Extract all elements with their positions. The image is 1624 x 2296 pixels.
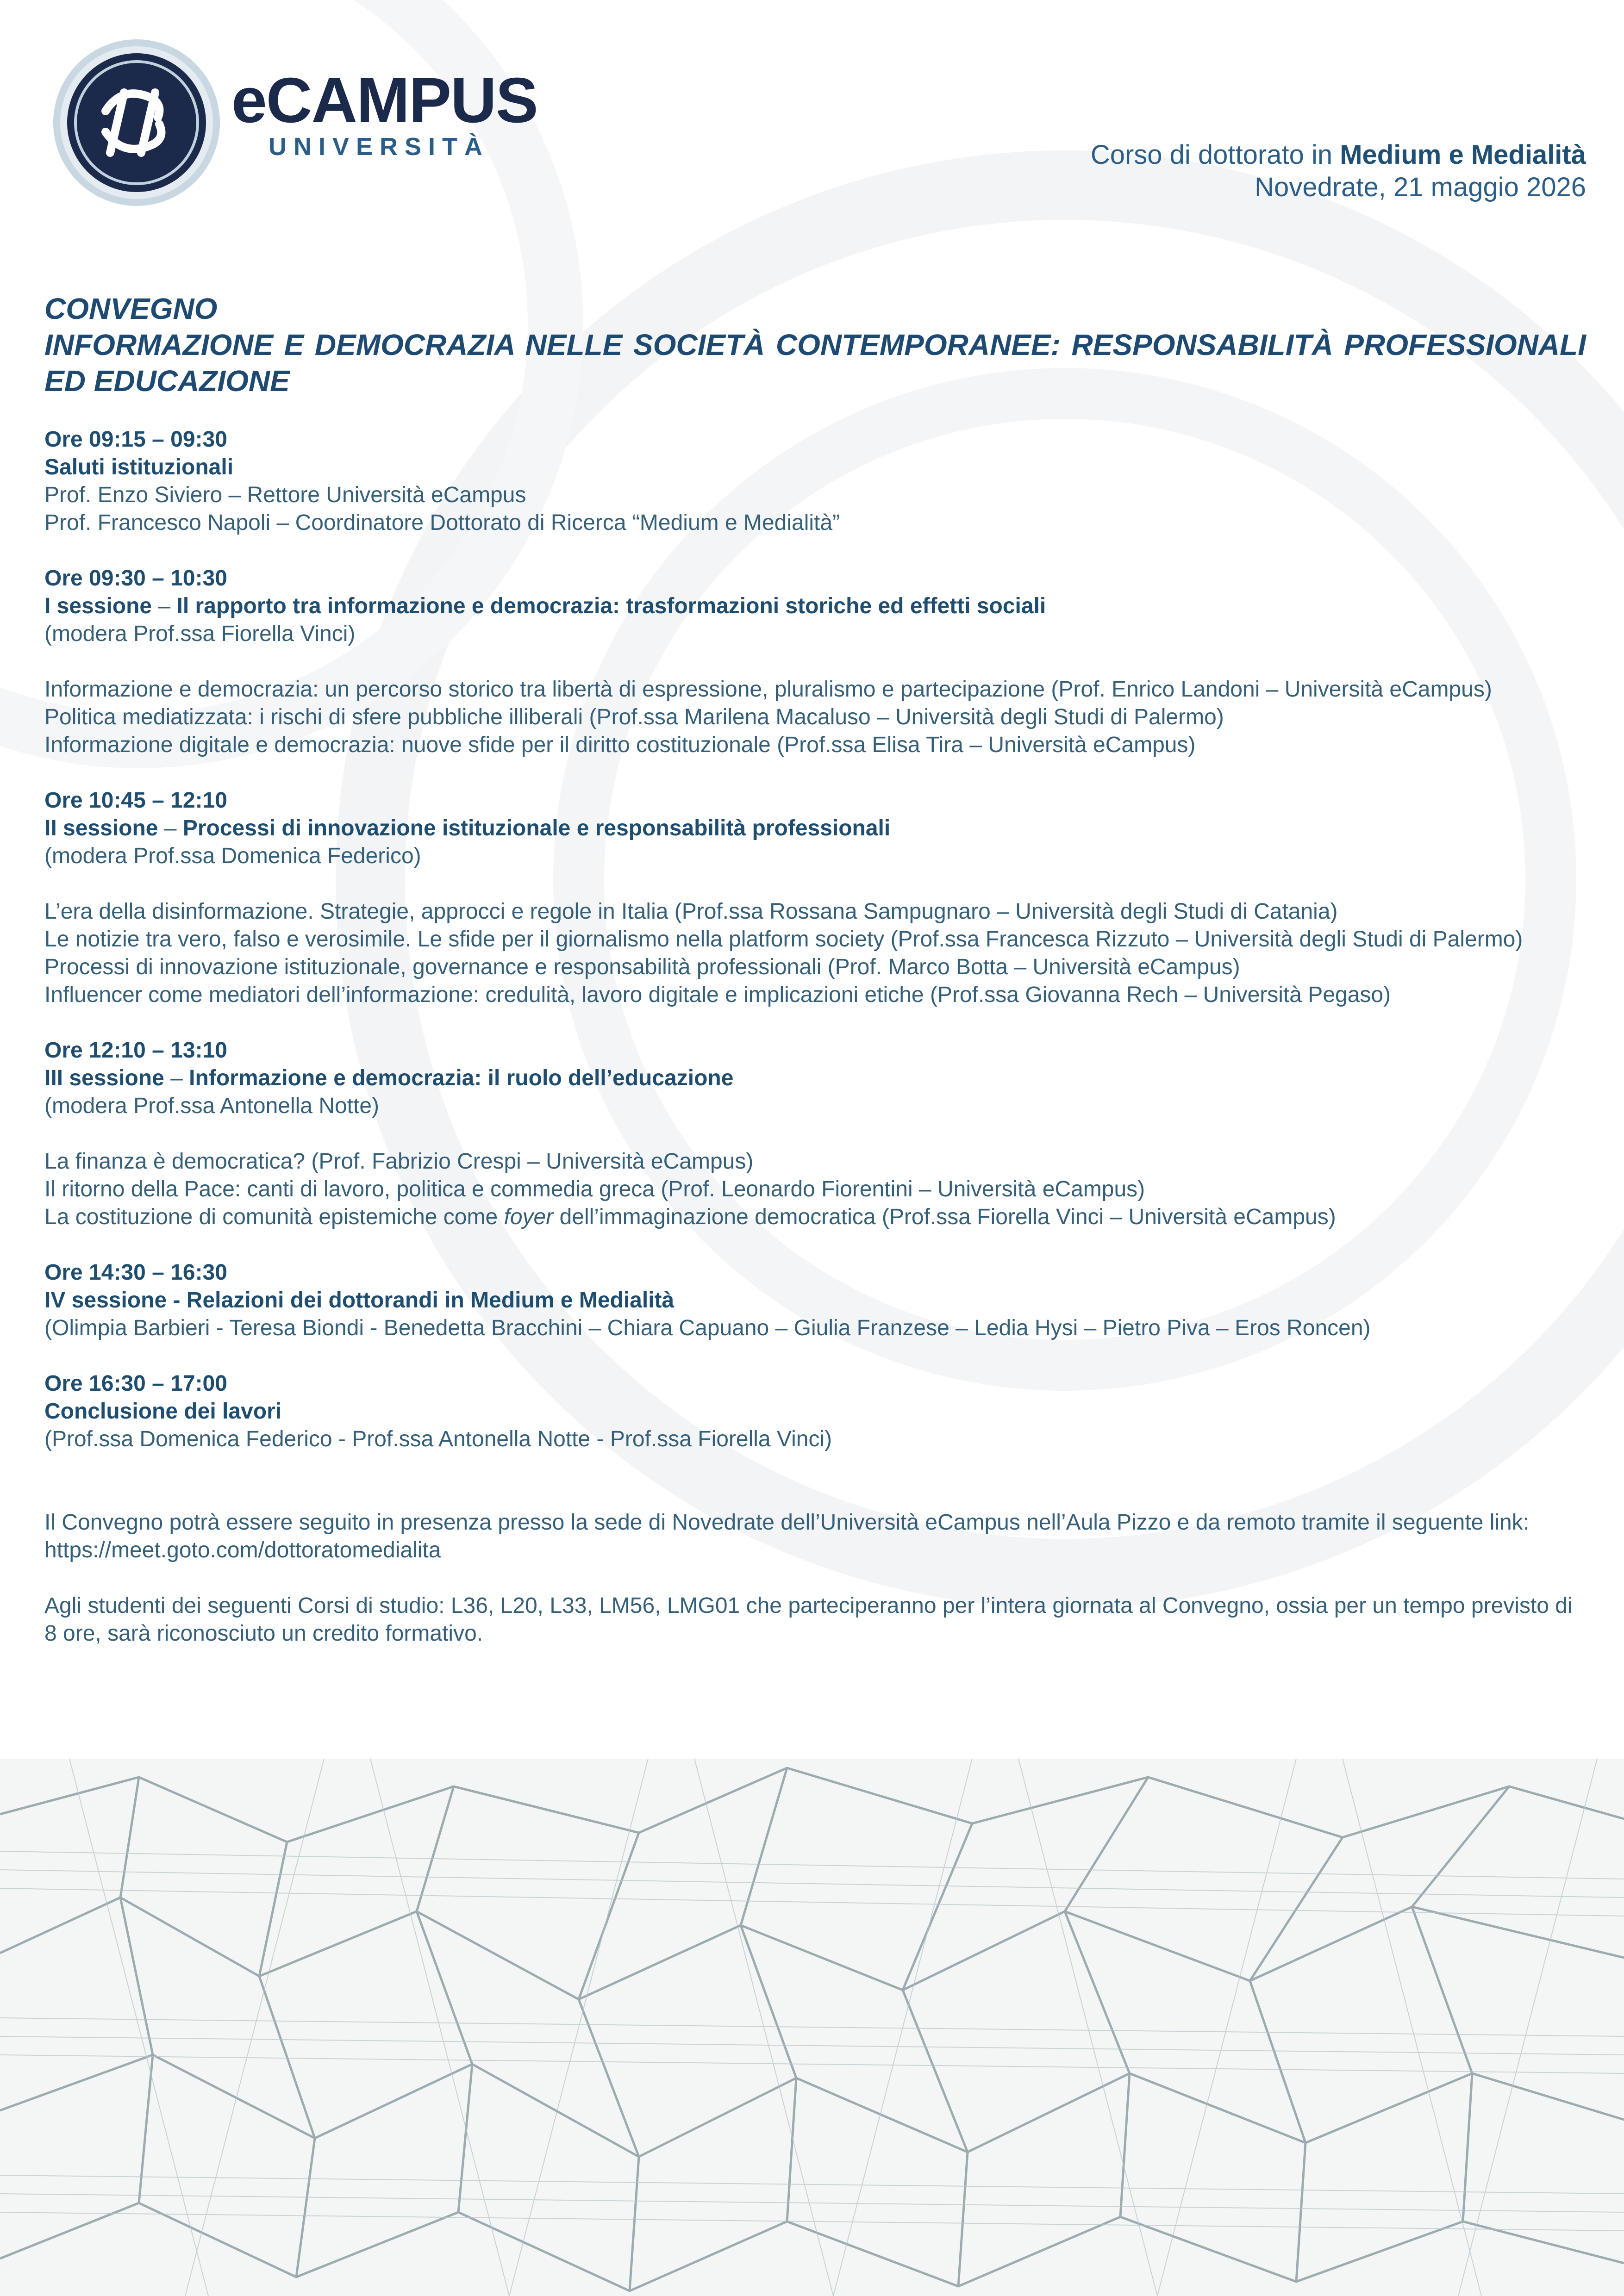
- talk-line: Le notizie tra vero, falso e verosimile. Le sfide per il giornalismo nella platform society (Prof.ssa Francesca Rizzuto – Università degli Studi di Palermo): [44, 927, 1523, 952]
- program-block-closing: [44, 1370, 1586, 1453]
- block-title: Conclusione dei lavori: [44, 1399, 282, 1424]
- session-title: Il rapporto tra informazione e democrazia: trasformazioni storiche ed effetti sociali: [176, 594, 1046, 618]
- footer-pattern: [0, 1759, 1624, 2296]
- course-prefix: Corso di dottorato in: [1090, 140, 1340, 170]
- participants: (Olimpia Barbieri - Teresa Biondi - Benedetta Bracchini – Chiara Capuano – Giulia Franzese – Ledia Hysi – Pietro Piva – Eros Roncen): [44, 1316, 1371, 1340]
- talk-line: Informazione e democrazia: un percorso storico tra libertà di espressione, pluralismo e partecipazione (Prof. Enrico Landoni – Università eCampus): [44, 677, 1492, 702]
- place-date: Novedrate, 21 maggio 2026: [1255, 172, 1586, 202]
- talk-italic: foyer: [504, 1205, 554, 1229]
- talk-text: La costituzione di comunità epistemiche come: [44, 1205, 504, 1229]
- program-content: [44, 291, 1586, 1675]
- credits-note: Agli studenti dei seguenti Corsi di studio: L36, L20, L33, LM56, LMG01 che parteciperanno per l’intera giornata al Convegno, ossia per un tempo previsto di 8 ore, sarà riconosciuto un credito formativo.: [44, 1593, 1573, 1646]
- session-moderator: (modera Prof.ssa Domenica Federico): [44, 844, 421, 868]
- session-title: Processi di innovazione istituzionale e responsabilità professionali: [182, 816, 891, 840]
- speaker-line: Prof. Francesco Napoli – Coordinatore Dottorato di Ricerca “Medium e Medialità”: [44, 510, 840, 535]
- block-time: Ore 09:30 – 10:30: [44, 566, 227, 591]
- session-label: I sessione: [44, 594, 152, 618]
- block-time: Ore 12:10 – 13:10: [44, 1038, 227, 1063]
- logo-subtitle: UNIVERSITÀ: [269, 133, 490, 161]
- talk-line: La finanza è democratica? (Prof. Fabrizio Crespi – Università eCampus): [44, 1149, 754, 1174]
- course-name: Medium e Medialità: [1340, 140, 1586, 170]
- block-time: Ore 14:30 – 16:30: [44, 1260, 227, 1285]
- block-time: Ore 09:15 – 09:30: [44, 427, 227, 452]
- talk-line: [44, 1203, 1586, 1231]
- speaker-line: Prof. Enzo Siviero – Rettore Università eCampus: [44, 483, 526, 507]
- ecampus-seal-icon: [51, 37, 222, 208]
- talk-line: Politica mediatizzata: i rischi di sfere pubbliche illiberali (Prof.ssa Marilena Macaluso – Università degli Studi di Palermo): [44, 705, 1224, 729]
- talk-line: L’era della disinformazione. Strategie, approcci e regole in Italia (Prof.ssa Rossana Sampugnaro – Università degli Studi di Catania): [44, 899, 1338, 924]
- block-time: Ore 16:30 – 17:00: [44, 1371, 227, 1396]
- program-block-opening: [44, 426, 1586, 537]
- talk-line: Informazione digitale e democrazia: nuove sfide per il diritto costituzionale (Prof.ssa Elisa Tira – Università eCampus): [44, 733, 1196, 757]
- event-title: [44, 291, 1586, 399]
- program-block-session-3: [44, 1037, 1586, 1231]
- title-main: INFORMAZIONE E DEMOCRAZIA NELLE SOCIETÀ CONTEMPORANEE: RESPONSABILITÀ PROFESSIONALI ED EDUCAZIONE: [44, 328, 1586, 398]
- course-line: [1091, 139, 1586, 171]
- session-heading: III sessione – Informazione e democrazia: il ruolo dell’educazione: [44, 1066, 734, 1090]
- session-label: II sessione: [44, 816, 158, 840]
- title-kicker: CONVEGNO: [44, 292, 218, 325]
- header-info: [1091, 139, 1586, 203]
- ecampus-logo: [51, 37, 537, 208]
- participants: (Prof.ssa Domenica Federico - Prof.ssa Antonella Notte - Prof.ssa Fiorella Vinci): [44, 1427, 832, 1451]
- session-heading: I sessione – Il rapporto tra informazione e democrazia: trasformazioni storiche ed effetti sociali: [44, 594, 1046, 618]
- session-heading: II sessione – Processi di innovazione istituzionale e responsabilità professionali: [44, 816, 891, 840]
- talk-text: dell’immaginazione democratica (Prof.ssa Fiorella Vinci – Università eCampus): [553, 1205, 1336, 1229]
- talk-line: Il ritorno della Pace: canti di lavoro, politica e commedia greca (Prof. Leonardo Fiorentini – Università eCampus): [44, 1177, 1145, 1201]
- block-title: IV sessione - Relazioni dei dottorandi in Medium e Medialità: [44, 1288, 675, 1313]
- session-moderator: (modera Prof.ssa Fiorella Vinci): [44, 622, 356, 646]
- session-title: Informazione e democrazia: il ruolo dell’educazione: [189, 1066, 734, 1090]
- session-label: III sessione: [44, 1066, 164, 1090]
- block-time: Ore 10:45 – 12:10: [44, 788, 227, 813]
- program-block-session-2: [44, 787, 1586, 1009]
- program-block-session-4: [44, 1259, 1586, 1342]
- program-block-session-1: [44, 565, 1586, 759]
- attendance-note: Il Convegno potrà essere seguito in presenza presso la sede di Novedrate dell’Università eCampus nell’Aula Pizzo e da remoto tramite il seguente link: https://meet.goto.com/dottoratomedialita: [44, 1510, 1530, 1562]
- session-moderator: (modera Prof.ssa Antonella Notte): [44, 1094, 380, 1118]
- logo-wordmark: eCAMPUS: [231, 65, 537, 136]
- talk-line: Influencer come mediatori dell’informazione: credulità, lavoro digitale e implicazioni etiche (Prof.ssa Giovanna Rech – Università Pegaso): [44, 983, 1391, 1007]
- talk-line: Processi di innovazione istituzionale, governance e responsabilità professionali (Prof. Marco Botta – Università eCampus): [44, 955, 1240, 979]
- block-title: Saluti istituzionali: [44, 455, 234, 479]
